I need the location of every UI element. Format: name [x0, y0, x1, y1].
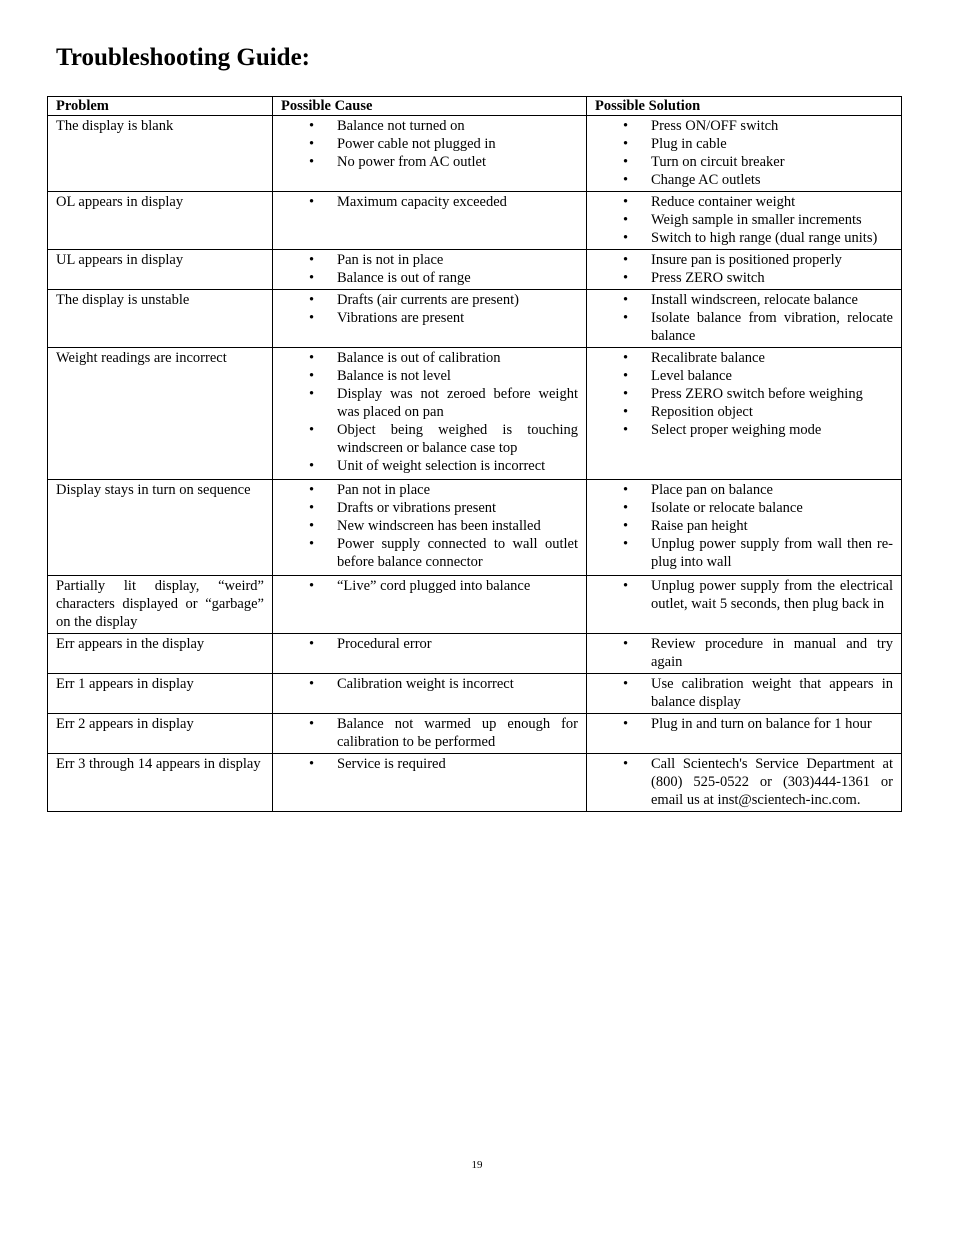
- problem-cell: Partially lit display, “weird” characters displayed or “garbage” on the display: [48, 576, 273, 634]
- cause-item: • Balance is out of calibration: [281, 349, 578, 367]
- table-row: [48, 576, 902, 634]
- cause-item: • Power supply connected to wall outlet before balance connector: [281, 535, 578, 571]
- solution-cell: [587, 714, 902, 754]
- cause-list: [281, 635, 578, 653]
- cause-cell: [273, 480, 587, 576]
- solution-cell: [587, 250, 902, 290]
- solution-cell: [587, 116, 902, 192]
- table-row: [48, 674, 902, 714]
- solution-cell: [587, 480, 902, 576]
- cause-cell: [273, 290, 587, 348]
- solution-list: [595, 117, 893, 189]
- table-row: [48, 116, 902, 192]
- solution-item: • Weigh sample in smaller increments: [595, 211, 893, 229]
- cause-item: • Balance not turned on: [281, 117, 578, 135]
- cause-item: • Balance not warmed up enough for calibration to be performed: [281, 715, 578, 751]
- solution-cell: [587, 348, 902, 480]
- cause-item: • Drafts (air currents are present): [281, 291, 578, 309]
- cause-item: • No power from AC outlet: [281, 153, 578, 171]
- solution-item: • Plug in cable: [595, 135, 893, 153]
- problem-cell: The display is blank: [48, 116, 273, 192]
- cause-list: [281, 675, 578, 693]
- cause-item: • Maximum capacity exceeded: [281, 193, 578, 211]
- cause-item: • Display was not zeroed before weight was placed on pan: [281, 385, 578, 421]
- cause-item: • Pan is not in place: [281, 251, 578, 269]
- solution-item: • Press ZERO switch: [595, 269, 893, 287]
- solution-list: [595, 755, 893, 809]
- problem-cell: The display is unstable: [48, 290, 273, 348]
- problem-cell: OL appears in display: [48, 192, 273, 250]
- solution-list: [595, 481, 893, 571]
- solution-item: • Install windscreen, relocate balance: [595, 291, 893, 309]
- cause-cell: [273, 674, 587, 714]
- problem-cell: Err appears in the display: [48, 634, 273, 674]
- problem-cell: Err 2 appears in display: [48, 714, 273, 754]
- cause-item: • Calibration weight is incorrect: [281, 675, 578, 693]
- page-title: Troubleshooting Guide:: [56, 44, 310, 71]
- problem-cell: Display stays in turn on sequence: [48, 480, 273, 576]
- solution-list: [595, 291, 893, 345]
- solution-item: • Isolate or relocate balance: [595, 499, 893, 517]
- cause-item: • Drafts or vibrations present: [281, 499, 578, 517]
- solution-item: • Review procedure in manual and try again: [595, 635, 893, 671]
- problem-cell: UL appears in display: [48, 250, 273, 290]
- cause-list: [281, 715, 578, 751]
- cause-list: [281, 251, 578, 287]
- cause-cell: [273, 192, 587, 250]
- solution-item: • Reposition object: [595, 403, 893, 421]
- solution-cell: [587, 634, 902, 674]
- table-row: [48, 192, 902, 250]
- table-body: [48, 116, 902, 812]
- table-row: [48, 250, 902, 290]
- cause-list: [281, 291, 578, 327]
- solution-list: [595, 251, 893, 287]
- problem-cell: Err 3 through 14 appears in display: [48, 754, 273, 812]
- header-possible-solution: Possible Solution: [587, 97, 902, 116]
- solution-item: • Raise pan height: [595, 517, 893, 535]
- cause-list: [281, 755, 578, 773]
- cause-item: • Object being weighed is touching windscreen or balance case top: [281, 421, 578, 457]
- solution-item: • Reduce container weight: [595, 193, 893, 211]
- solution-item: • Change AC outlets: [595, 171, 893, 189]
- cause-cell: [273, 714, 587, 754]
- solution-item: • Select proper weighing mode: [595, 421, 893, 439]
- cause-cell: [273, 576, 587, 634]
- solution-list: [595, 577, 893, 613]
- solution-item: • Turn on circuit breaker: [595, 153, 893, 171]
- solution-cell: [587, 674, 902, 714]
- cause-item: • Pan not in place: [281, 481, 578, 499]
- table-row: [48, 754, 902, 812]
- cause-item: • Balance is not level: [281, 367, 578, 385]
- problem-cell: Weight readings are incorrect: [48, 348, 273, 480]
- cause-item: • Service is required: [281, 755, 578, 773]
- table-row: [48, 634, 902, 674]
- cause-item: • Balance is out of range: [281, 269, 578, 287]
- solution-list: [595, 715, 893, 733]
- solution-list: [595, 635, 893, 671]
- table-row: [48, 348, 902, 480]
- solution-item: • Isolate balance from vibration, relocate balance: [595, 309, 893, 345]
- solution-list: [595, 675, 893, 711]
- cause-list: [281, 117, 578, 171]
- solution-cell: [587, 576, 902, 634]
- solution-item: • Switch to high range (dual range units): [595, 229, 893, 247]
- table-header-row: [48, 97, 902, 116]
- table-row: [48, 714, 902, 754]
- solution-item: • Unplug power supply from the electrical outlet, wait 5 seconds, then plug back in: [595, 577, 893, 613]
- solution-item: • Plug in and turn on balance for 1 hour: [595, 715, 893, 733]
- page-number: 19: [471, 1159, 483, 1171]
- solution-list: [595, 349, 893, 439]
- cause-item: • Vibrations are present: [281, 309, 578, 327]
- solution-item: • Unplug power supply from wall then re-plug into wall: [595, 535, 893, 571]
- solution-item: • Level balance: [595, 367, 893, 385]
- problem-cell: Err 1 appears in display: [48, 674, 273, 714]
- table-row: [48, 480, 902, 576]
- cause-list: [281, 481, 578, 571]
- cause-list: [281, 193, 578, 211]
- cause-cell: [273, 754, 587, 812]
- cause-item: • “Live” cord plugged into balance: [281, 577, 578, 595]
- cause-cell: [273, 116, 587, 192]
- header-possible-cause: Possible Cause: [273, 97, 587, 116]
- solution-item: • Press ON/OFF switch: [595, 117, 893, 135]
- solution-item: • Press ZERO switch before weighing: [595, 385, 893, 403]
- table-row: [48, 290, 902, 348]
- cause-item: • Unit of weight selection is incorrect: [281, 457, 578, 475]
- cause-item: • Procedural error: [281, 635, 578, 653]
- solution-cell: [587, 754, 902, 812]
- cause-cell: [273, 348, 587, 480]
- cause-cell: [273, 250, 587, 290]
- solution-item: • Place pan on balance: [595, 481, 893, 499]
- cause-item: • New windscreen has been installed: [281, 517, 578, 535]
- troubleshooting-table: [47, 96, 902, 812]
- cause-item: • Power cable not plugged in: [281, 135, 578, 153]
- cause-list: [281, 349, 578, 475]
- cause-list: [281, 577, 578, 595]
- solution-item: • Insure pan is positioned properly: [595, 251, 893, 269]
- solution-cell: [587, 290, 902, 348]
- solution-item: • Use calibration weight that appears in balance display: [595, 675, 893, 711]
- solution-list: [595, 193, 893, 247]
- solution-cell: [587, 192, 902, 250]
- cause-cell: [273, 634, 587, 674]
- solution-item: • Call Scientech's Service Department at (800) 525-0522 or (303)444-1361 or email us at inst@scientech-inc.com.: [595, 755, 893, 809]
- solution-item: • Recalibrate balance: [595, 349, 893, 367]
- header-problem: Problem: [48, 97, 273, 116]
